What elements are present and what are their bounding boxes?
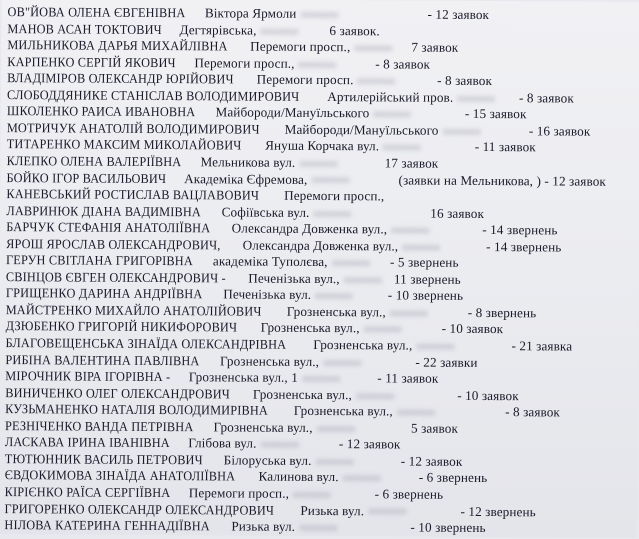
person-name: ГРИГОРЕНКО ОЛЕКСАНДР ОЛЕКСАНДРОВИЧ bbox=[4, 500, 275, 518]
street-address: Печенізька вул. bbox=[223, 286, 312, 303]
request-count: - 6 звернень bbox=[418, 470, 488, 486]
redacted-mark bbox=[364, 327, 402, 333]
person-name: СВІНЦОВ ЄВГЕН ОЛЕКСАНДРОВИЧ - bbox=[5, 268, 226, 286]
person-name: ЛАСКАВА ІРИНА ІВАНІВНА bbox=[4, 434, 170, 451]
request-count: - 8 звернень bbox=[467, 304, 537, 321]
street-address: Грозненська вул., bbox=[260, 320, 360, 336]
redacted-mark bbox=[397, 410, 435, 416]
person-name: МІРОЧНИК ВІРА ІГОРІВНА - bbox=[5, 368, 171, 385]
redacted-mark bbox=[344, 277, 382, 283]
person-name: ЯРОШ ЯРОСЛАВ ОЛЕКСАНДРОВИЧ, bbox=[6, 235, 221, 253]
street-address: Грозненська вул., bbox=[293, 403, 393, 419]
person-name: ОВ"ЙОВА ОЛЕНА ЄВГЕНІВНА bbox=[7, 4, 186, 21]
person-name: БАРЧУК СТЕФАНІЯ АНАТОЛІЇВНА bbox=[6, 219, 211, 236]
street-address: Перемоги просп., bbox=[194, 54, 295, 71]
redacted-mark bbox=[299, 161, 337, 167]
request-count: - 12 заявок bbox=[427, 6, 490, 23]
request-count: - 12 заявок bbox=[400, 453, 463, 469]
street-address: Академіка Єфремова, bbox=[184, 170, 308, 187]
redacted-mark bbox=[260, 442, 298, 448]
street-address: Мельникова вул. bbox=[200, 154, 296, 170]
redacted-mark bbox=[299, 61, 337, 67]
street-address: Печенізька вул., bbox=[248, 270, 340, 286]
redacted-mark bbox=[313, 211, 351, 217]
redacted-mark bbox=[315, 293, 353, 299]
redacted-mark bbox=[311, 177, 349, 183]
person-name: ВИНИЧЕНКО ОЛЕГ ОЛЕКСАНДРОВИЧ bbox=[5, 384, 230, 402]
street-address: Глібова вул. bbox=[188, 435, 257, 451]
request-count: 5 заявок bbox=[410, 420, 459, 436]
redacted-mark bbox=[293, 492, 331, 498]
request-count: - 16 заявок bbox=[528, 123, 591, 139]
person-name: БЛАГОВЕЩЕНСЬКА ЗІНАЇДА ОЛЕКСАНДРІВНА bbox=[5, 335, 287, 352]
street-address: Грозненська вул., bbox=[220, 352, 320, 369]
request-count: - 22 заявки bbox=[415, 354, 478, 370]
person-name: КАНЕВСЬКИЙ РОСТИСЛАВ ВАЦЛАВОВИЧ bbox=[6, 186, 260, 203]
person-name: ТЮТЮННИК ВАСИЛЬ ПЕТРОВИЧ bbox=[4, 450, 203, 468]
redacted-mark bbox=[260, 28, 298, 34]
request-count: 7 заявок bbox=[411, 39, 459, 55]
person-name: КАРПЕНКО СЕРГІЙ ЯКОВИЧ bbox=[7, 53, 176, 70]
redacted-mark bbox=[390, 310, 428, 316]
redacted-mark bbox=[354, 45, 392, 51]
redacted-mark bbox=[317, 426, 355, 432]
request-count: - 14 звернень bbox=[486, 238, 562, 255]
redacted-mark bbox=[323, 360, 361, 366]
request-count: - 21 заявка bbox=[511, 338, 573, 354]
person-name: РИБІНА ВАЛЕНТИНА ПАВЛІВНА bbox=[5, 351, 200, 368]
request-count: - 12 заявок bbox=[338, 436, 401, 452]
request-count: - 10 звернень bbox=[410, 519, 486, 536]
street-address: Грозненська вул., 1 bbox=[188, 369, 298, 385]
request-count: - 10 звернень bbox=[387, 287, 464, 304]
street-address: Перемоги просп. bbox=[256, 71, 354, 88]
request-count: - 10 заявок bbox=[457, 387, 519, 403]
request-count: - 8 заявок bbox=[437, 72, 493, 89]
request-count: 11 звернень bbox=[393, 271, 461, 287]
person-name: ДЗЮБЕНКО ГРИГОРІЙ НИКИФОРОВИЧ bbox=[5, 318, 238, 335]
street-address: Майбороди/Мануїльського bbox=[215, 104, 370, 121]
redacted-mark bbox=[316, 459, 354, 465]
request-count: - 8 заявок bbox=[518, 89, 574, 106]
request-count: - 14 звернень bbox=[482, 222, 558, 238]
street-address: Грозненська вул., bbox=[313, 336, 413, 353]
redacted-mark bbox=[302, 376, 340, 382]
street-address: Віктора Ярмоли bbox=[204, 5, 297, 21]
street-address: Грозненська вул., bbox=[213, 419, 313, 435]
redacted-mark bbox=[356, 393, 394, 399]
request-count: - 8 заявок bbox=[505, 404, 561, 420]
street-address: Олександра Довженка вул., bbox=[231, 220, 388, 237]
redacted-mark bbox=[357, 78, 395, 84]
redacted-mark bbox=[373, 112, 411, 118]
person-name: ТИТАРЕНКО МАКСИМ МИКОЛАЙОВИЧ bbox=[6, 136, 242, 153]
street-address: Грозненська вул., bbox=[286, 303, 386, 320]
request-count: - 5 звернень bbox=[389, 254, 459, 271]
person-name: КУЗЬМАНЕНКО НАТАЛІЯ ВОЛОДИМИРІВНА bbox=[5, 401, 269, 418]
street-address: Перемоги просп., bbox=[284, 187, 385, 204]
request-count: - 10 заявок bbox=[441, 321, 504, 337]
street-address: Білоруська вул. bbox=[223, 452, 312, 468]
redacted-mark bbox=[442, 129, 480, 135]
request-count: - 11 заявок bbox=[474, 139, 536, 155]
request-count: - 15 заявок bbox=[464, 106, 527, 122]
person-name: ЄВДОКИМОВА ЗІНАЇДА АНАТОЛІЇВНА bbox=[4, 467, 236, 484]
street-address: Ризька вул. bbox=[300, 502, 365, 518]
person-name: ШКОЛЕНКО РАИСА ИВАНОВНА bbox=[6, 103, 196, 120]
redacted-mark bbox=[299, 525, 337, 531]
request-count: 16 заявок bbox=[430, 205, 485, 221]
redacted-mark bbox=[300, 12, 338, 18]
request-count: - 11 заявок bbox=[377, 370, 439, 386]
request-count: - 12 звернень bbox=[460, 503, 536, 519]
list-item bbox=[4, 515, 632, 539]
person-name: РЕЗНІЧЕНКО ВАНДА ПЕТРІВНА bbox=[4, 417, 194, 434]
redacted-mark bbox=[343, 476, 381, 482]
person-name: КЛЕПКО ОЛЕНА ВАЛЕРІЇВНА bbox=[6, 153, 182, 170]
street-address: академіка Туполєва, bbox=[212, 253, 328, 270]
request-count: 17 заявок bbox=[384, 155, 439, 171]
street-address: Дегтярівська, bbox=[179, 21, 257, 38]
street-address: Софіївська вул. bbox=[221, 203, 310, 220]
street-address: Перемоги просп., bbox=[188, 485, 290, 501]
request-count: - 8 заявок bbox=[375, 55, 431, 72]
street-address: Артилерійський пров. bbox=[327, 88, 454, 105]
person-name: ВЛАДІМІРОВ ОЛЕКСАНДР ЮРІЙОВИЧ bbox=[7, 70, 234, 87]
person-name: МОТРИЧУК АНАТОЛІЙ ВОЛОДИМИРОВИЧ bbox=[6, 119, 260, 137]
person-name: ГЕРУН СВІТЛАНА ГРИГОРІВНА bbox=[5, 252, 193, 269]
person-name: ЛАВРИНЮК ДІАНА ВАДИМІВНА bbox=[6, 202, 202, 219]
street-address: Януша Корчака вул. bbox=[265, 138, 380, 154]
street-address: Олександра Довженка вул., bbox=[242, 237, 399, 254]
redacted-mark bbox=[416, 344, 454, 350]
street-address: Грозненська вул., bbox=[252, 386, 352, 402]
person-name: МИЛЬНИКОВА ДАРЬЯ МИХАЙЛІВНА bbox=[7, 37, 228, 54]
street-address: Ризька вул. bbox=[231, 518, 296, 534]
person-name: МАЙСТРЕНКО МИХАЙЛО АНАТОЛІЙОВИЧ bbox=[5, 301, 262, 319]
request-count: (заявки на Мельникова, ) - 12 заявок bbox=[398, 171, 606, 189]
request-count: - 6 звернень bbox=[374, 486, 444, 502]
redacted-mark bbox=[391, 228, 429, 234]
street-address: Калинова вул. bbox=[258, 469, 339, 485]
person-name: НІЛОВА КАТЕРИНА ГЕННАДІЇВНА bbox=[4, 517, 210, 534]
redacted-mark bbox=[383, 145, 421, 151]
person-name: МАНОВ АСАН ТОКТОВИЧ bbox=[7, 20, 162, 37]
request-count: 6 заявок. bbox=[329, 22, 380, 38]
redacted-mark bbox=[402, 244, 440, 250]
redacted-mark bbox=[368, 509, 406, 515]
redacted-mark bbox=[457, 96, 495, 102]
person-name: КІРІЄНКО РАЇСА СЕРГІЇВНА bbox=[4, 484, 171, 501]
street-address: Майбороди/Мануїльського bbox=[284, 121, 439, 138]
redacted-mark bbox=[332, 260, 370, 266]
street-address: Перемоги просп., bbox=[250, 38, 351, 55]
person-name: БОЙКО ІГОР ВАСИЛЬОВИЧ bbox=[6, 169, 167, 186]
person-name: ГРИЩЕНКО ДАРИНА АНДРІЇВНА bbox=[5, 285, 203, 302]
person-name: СЛОБОДДЯНИКЕ СТАНІСЛАВ ВОЛОДИМИРОВИЧ bbox=[7, 86, 300, 104]
